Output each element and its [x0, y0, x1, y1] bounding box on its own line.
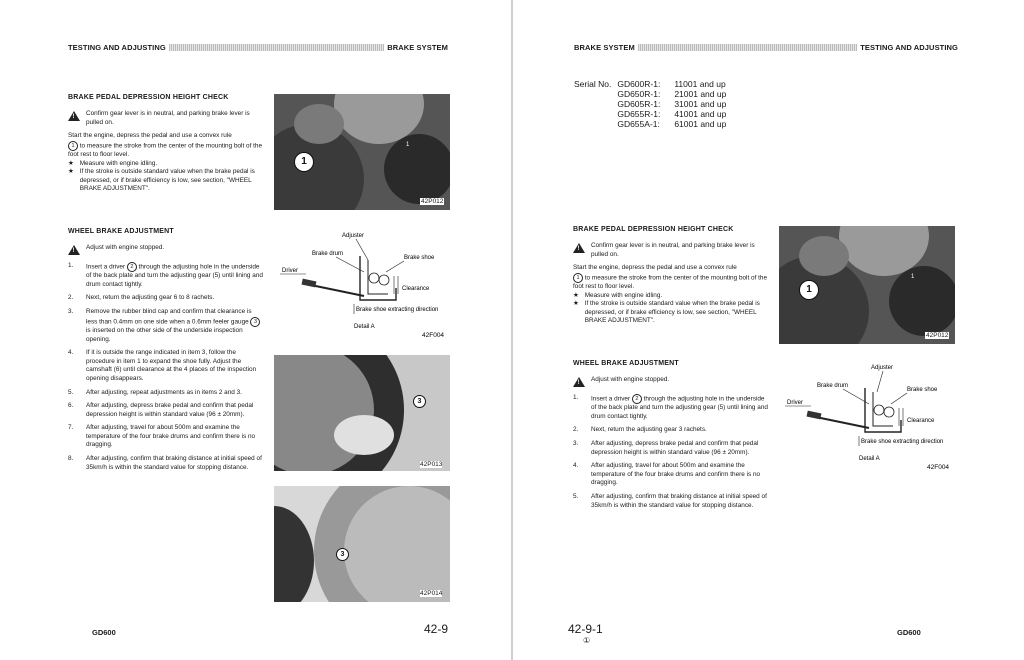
pedal-check-body: [573, 242, 769, 326]
label-brake-shoe: Brake shoe: [907, 387, 938, 393]
label-adjuster: Adjuster: [342, 233, 365, 239]
star-icon: ★: [573, 300, 579, 308]
label-direction: Brake shoe extracting direction: [861, 439, 944, 445]
warning-triangle-icon: [573, 377, 585, 387]
step-item: 5. After adjusting, confirm that braking distance at initial speed of 35km/h is within the standard value for stopping distance.: [573, 493, 767, 509]
step-item: 3. Remove the rubber blind cap and confirm that clearance is less than 0.4mm on one side when a 0.6mm feeler gauge 3 is inserted on the other side of the underside inspection opening.: [68, 308, 264, 344]
caution-note: [573, 242, 769, 259]
brake-detail-diagram: [276, 228, 476, 344]
header-chapter: BRAKE SYSTEM: [574, 43, 635, 52]
header-chapter: BRAKE SYSTEM: [387, 43, 448, 52]
circled-number-icon: 1: [573, 273, 583, 283]
circled-number-icon: 1: [68, 141, 78, 151]
label-direction: Brake shoe extracting direction: [356, 307, 439, 313]
label-detail: Detail A: [859, 456, 880, 462]
bullet-item: ★ If the stroke is outside standard value when the brake pedal is depressed, or if brake efficiency is low, see section, "WHEEL BRAKE ADJUSTMENT".: [573, 300, 760, 325]
header-section: TESTING AND ADJUSTING: [68, 43, 166, 52]
intro-text-2: 1 to measure the stroke from the center of the mounting bolt of the foot rest to floor level.: [573, 274, 768, 291]
step-item: 5. After adjusting, repeat adjustments as in items 2 and 3.: [68, 388, 242, 396]
star-icon: ★: [68, 159, 74, 167]
revision-mark: ①: [583, 636, 591, 645]
intro-text-2: 1 to measure the stroke from the center of the mounting bolt of the foot rest to floor level.: [68, 142, 263, 159]
pedal-photo: [779, 226, 955, 344]
pedal-check-title: BRAKE PEDAL DEPRESSION HEIGHT CHECK: [573, 226, 734, 233]
photo-code: 42P012: [421, 198, 444, 205]
header-section: TESTING AND ADJUSTING: [860, 43, 958, 52]
diagram-code: 42F004: [927, 464, 950, 471]
caution-text: Adjust with engine stopped.: [86, 244, 165, 251]
caution-text: Confirm gear lever is in neutral, and parking brake lever is pulled on.: [86, 110, 250, 126]
bullet-item: ★ Measure with engine idling.: [573, 291, 663, 299]
wheel-adj-title: WHEEL BRAKE ADJUSTMENT: [573, 360, 679, 367]
step-item: 4. After adjusting, travel for about 500m and examine the temperature of the four brake drums and confirm there is no dragging.: [573, 462, 761, 487]
star-icon: ★: [573, 291, 579, 299]
footer-model: GD600: [897, 628, 921, 637]
right-page: [513, 0, 1024, 660]
intro-text: Start the engine, depress the pedal and use a convex rule: [68, 132, 232, 140]
wheel-adj-body: [573, 376, 769, 515]
step-item: 8. After adjusting, confirm that braking distance at initial speed of 35km/h is within the standard value for stopping distance.: [68, 455, 262, 471]
intro-text: Start the engine, depress the pedal and use a convex rule: [573, 264, 737, 272]
callout-3: 3: [413, 395, 426, 408]
label-adjuster: Adjuster: [871, 365, 894, 371]
wheel-adj-title: WHEEL BRAKE ADJUSTMENT: [68, 228, 174, 235]
serial-table: [574, 79, 726, 129]
step-item: 6. After adjusting, depress brake pedal and confirm that pedal depression height is within standard value (96 ± 20mm).: [68, 402, 254, 418]
caution-note: [573, 376, 769, 387]
circled-number-icon: 3: [250, 317, 260, 327]
photo-code: 42P013: [420, 461, 443, 468]
photo-code: 42P012: [926, 332, 949, 339]
circled-number-icon: 2: [632, 394, 642, 404]
callout-1: 1: [799, 280, 819, 300]
circled-number-icon: 2: [127, 262, 137, 272]
step-item: 1. Insert a driver 2 through the adjusting hole in the underside of the back plate and turn the adjusting gear (5) until lining and drum contact tightly.: [573, 394, 768, 420]
star-icon: ★: [68, 168, 74, 176]
label-clearance: Clearance: [402, 286, 430, 292]
left-page: [0, 0, 511, 660]
caution-note: [68, 110, 264, 127]
warning-triangle-icon: [68, 111, 80, 121]
diagram-code: 42F004: [422, 332, 445, 339]
wheel-adj-body: [68, 244, 264, 477]
bullet-item: ★ Measure with engine idling.: [68, 159, 158, 167]
pedal-check-title: BRAKE PEDAL DEPRESSION HEIGHT CHECK: [68, 94, 229, 101]
serial-models: GD600R-1: GD650R-1: GD605R-1: GD655R-1: GD655A-1:: [617, 79, 661, 129]
caution-text: Confirm gear lever is in neutral, and parking brake lever is pulled on.: [591, 242, 755, 258]
serial-ranges: 11001 and up 21001 and up 31001 and up 41001 and up 61001 and up: [674, 79, 727, 129]
step-item: 2. Next, return the adjusting gear 6 to 8 rachets.: [68, 294, 215, 302]
label-brake-drum: Brake drum: [312, 251, 344, 257]
bullet-item: ★ If the stroke is outside standard value when the brake pedal is depressed, or if brake efficiency is low, see section, "WHEEL BRAKE ADJUSTMENT".: [68, 168, 255, 193]
brake-detail-diagram: [783, 360, 983, 476]
warning-triangle-icon: [68, 245, 80, 255]
label-driver: Driver: [282, 268, 298, 274]
photo-label-1: 1: [911, 274, 915, 280]
page-header: [68, 42, 448, 53]
page-number: 42-9-1: [568, 622, 603, 636]
step-item: 4. If it is outside the range indicated in item 3, follow the procedure in item 1 to expand the shoe fully. Adjust the camshaft (6) until clearance at the 4 places of the inspection opening disappears.: [68, 349, 257, 382]
callout-1: 1: [294, 152, 314, 172]
label-clearance: Clearance: [907, 418, 935, 424]
page-number: 42-9: [424, 622, 449, 636]
step-item: 7. After adjusting, travel for about 500m and examine the temperature of the four brake drums and confirm there is no dragging.: [68, 424, 256, 449]
photo-label-1: 1: [406, 142, 410, 148]
label-brake-drum: Brake drum: [817, 383, 849, 389]
adjusting-photo: [274, 355, 450, 471]
step-item: 2. Next, return the adjusting gear 3 rachets.: [573, 426, 707, 434]
label-driver: Driver: [787, 400, 803, 406]
pedal-check-body: [68, 110, 264, 194]
page-header: [574, 42, 958, 53]
caution-note: [68, 244, 264, 255]
footer-model: GD600: [92, 628, 116, 637]
pedal-photo: [274, 94, 450, 210]
warning-triangle-icon: [573, 243, 585, 253]
step-item: 1. Insert a driver 2 through the adjusting hole in the underside of the back plate and turn the adjusting gear (5) until lining and drum contact tightly.: [68, 262, 263, 288]
callout-3b: 3: [336, 548, 349, 561]
serial-label: Serial No.: [574, 79, 612, 89]
step-item: 3. After adjusting, depress brake pedal and confirm that pedal depression height is within standard value (96 ± 20mm).: [573, 440, 759, 456]
label-brake-shoe: Brake shoe: [404, 255, 435, 261]
label-detail: Detail A: [354, 324, 375, 330]
header-bar: [169, 44, 384, 51]
drum-photo: [274, 486, 450, 602]
caution-text: Adjust with engine stopped.: [591, 376, 670, 383]
header-bar: [638, 44, 857, 51]
photo-code: 42P014: [420, 590, 443, 597]
